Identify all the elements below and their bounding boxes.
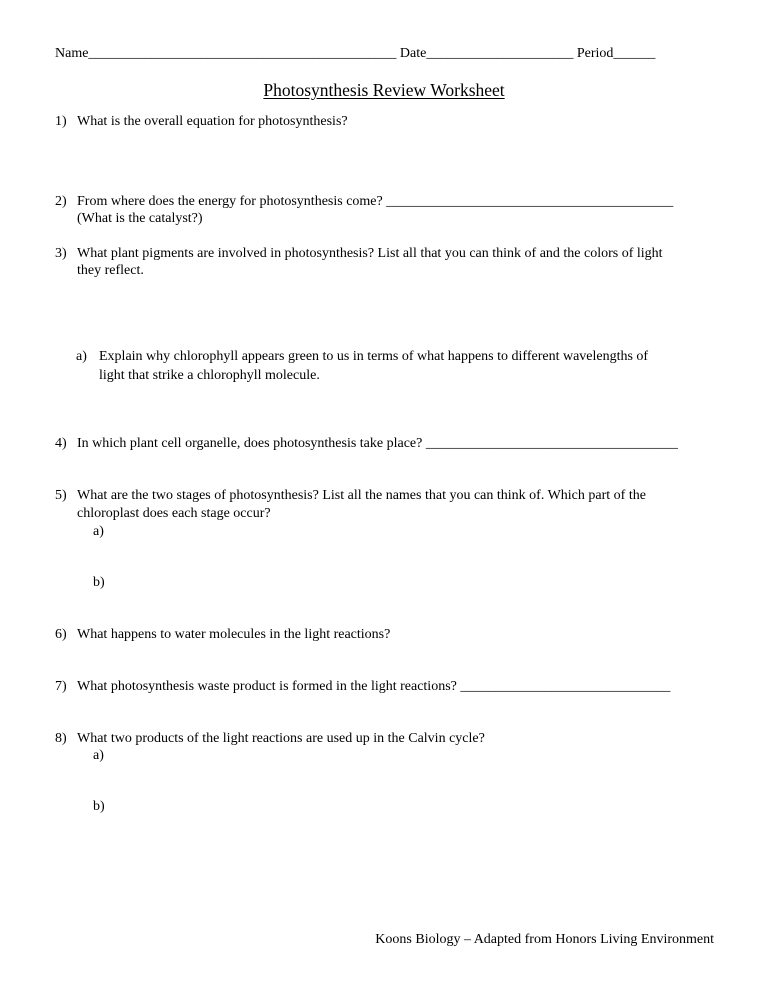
question-8-number: 8) [55,731,67,746]
question-5-answer-a: a) [93,524,104,539]
question-3-text-line-2: they reflect. [77,263,144,278]
question-8-text: What two products of the light reactions are used up in the Calvin cycle? [77,731,485,746]
question-5-text-line-2: chloroplast does each stage occur? [77,506,271,521]
question-4-text: In which plant cell organelle, does photosynthesis take place? ____________________________________ [77,436,678,451]
question-2-text: From where does the energy for photosynthesis come? _________________________________________ [77,194,674,209]
header-fields: Name____________________________________________ Date_____________________ Period______ [55,46,656,61]
question-7-text: What photosynthesis waste product is formed in the light reactions? ______________________________ [77,679,671,694]
question-3-text: What plant pigments are involved in photosynthesis? List all that you can think of and the colors of light [77,246,663,261]
question-3a-text-line-2: light that strike a chlorophyll molecule. [99,368,320,383]
question-6-text: What happens to water molecules in the light reactions? [77,627,391,642]
footer-credit: Koons Biology – Adapted from Honors Living Environment [375,932,714,947]
question-5-answer-b: b) [93,575,105,590]
question-1-text: What is the overall equation for photosynthesis? [77,114,348,129]
question-5-text: What are the two stages of photosynthesis? List all the names that you can think of. Which part of the [77,488,646,503]
question-2-number: 2) [55,194,67,209]
question-8-answer-b: b) [93,799,105,814]
question-1-number: 1) [55,114,67,129]
question-7-number: 7) [55,679,67,694]
question-3-number: 3) [55,246,67,261]
question-8-answer-a: a) [93,748,104,763]
question-5-number: 5) [55,488,67,503]
question-3a-text: Explain why chlorophyll appears green to us in terms of what happens to different wavelengths of [99,349,649,364]
question-3a-number: a) [76,349,87,364]
page-title: Photosynthesis Review Worksheet [263,80,505,100]
question-4-number: 4) [55,436,67,451]
question-2-text-line-2: (What is the catalyst?) [77,211,203,226]
question-6-number: 6) [55,627,67,642]
